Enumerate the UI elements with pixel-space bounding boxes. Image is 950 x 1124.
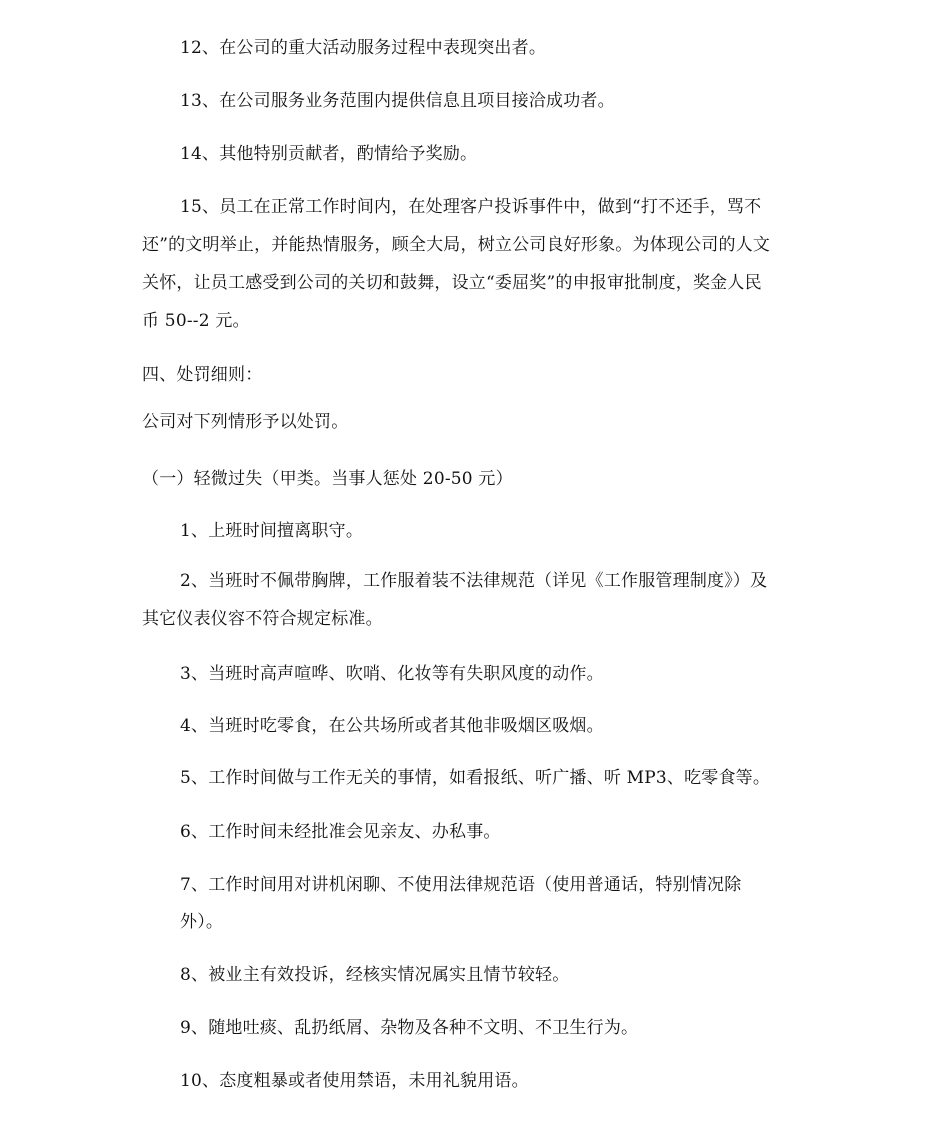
section-heading: 四、处罚细则： <box>142 365 263 385</box>
penalty-item-8: 8、被业主有效投诉，经核实情况属实且情节较轻。 <box>180 965 570 985</box>
penalty-item-5: 5、工作时间做与工作无关的事情，如看报纸、听广播、听 MP3、吃零食等。 <box>180 768 771 788</box>
penalty-item-9: 9、随地吐痰、乱扔纸屑、杂物及各种不文明、不卫生行为。 <box>180 1018 639 1038</box>
penalty-item-6: 6、工作时间未经批准会见亲友、办私事。 <box>180 822 501 842</box>
reward-item-13: 13、在公司服务业务范围内提供信息且项目接洽成功者。 <box>180 91 615 111</box>
reward-item-15-line-1: 15、员工在正常工作时间内，在处理客户投诉事件中，做到“打不还手，骂不 <box>180 197 762 217</box>
penalty-item-2-line-1: 2、当班时不佩带胸牌，工作服着装不法律规范（详见《工作服管理制度》）及 <box>180 571 768 591</box>
penalty-item-1: 1、上班时间擅离职守。 <box>180 521 364 541</box>
reward-item-15-line-2: 还”的文明举止，并能热情服务，顾全大局，树立公司良好形象。为体现公司的人文 <box>142 235 771 255</box>
section-intro: 公司对下列情形予以处罚。 <box>142 412 349 432</box>
reward-item-12: 12、在公司的重大活动服务过程中表现突出者。 <box>180 38 547 58</box>
penalty-item-7-line-2: 外）。 <box>180 912 224 932</box>
penalty-item-10: 10、态度粗暴或者使用禁语，未用礼貌用语。 <box>180 1071 529 1091</box>
reward-item-15-line-4: 币 50--2 元。 <box>142 311 250 331</box>
reward-item-15-line-3: 关怀，让员工感受到公司的关切和鼓舞，设立“委屈奖”的申报审批制度，奖金人民 <box>142 273 762 293</box>
penalty-item-2-line-2: 其它仪表仪容不符合规定标准。 <box>142 609 383 629</box>
reward-item-14: 14、其他特别贡献者，酌情给予奖励。 <box>180 144 478 164</box>
penalty-item-4: 4、当班时吃零食，在公共场所或者其他非吸烟区吸烟。 <box>180 716 604 736</box>
penalty-item-7-line-1: 7、工作时间用对讲机闲聊、不使用法律规范语（使用普通话，特别情况除 <box>180 875 742 895</box>
category-heading: （一）轻微过失（甲类。当事人惩处 20-50 元） <box>142 469 513 489</box>
penalty-item-3: 3、当班时高声喧哗、吹哨、化妆等有失职风度的动作。 <box>180 664 604 684</box>
